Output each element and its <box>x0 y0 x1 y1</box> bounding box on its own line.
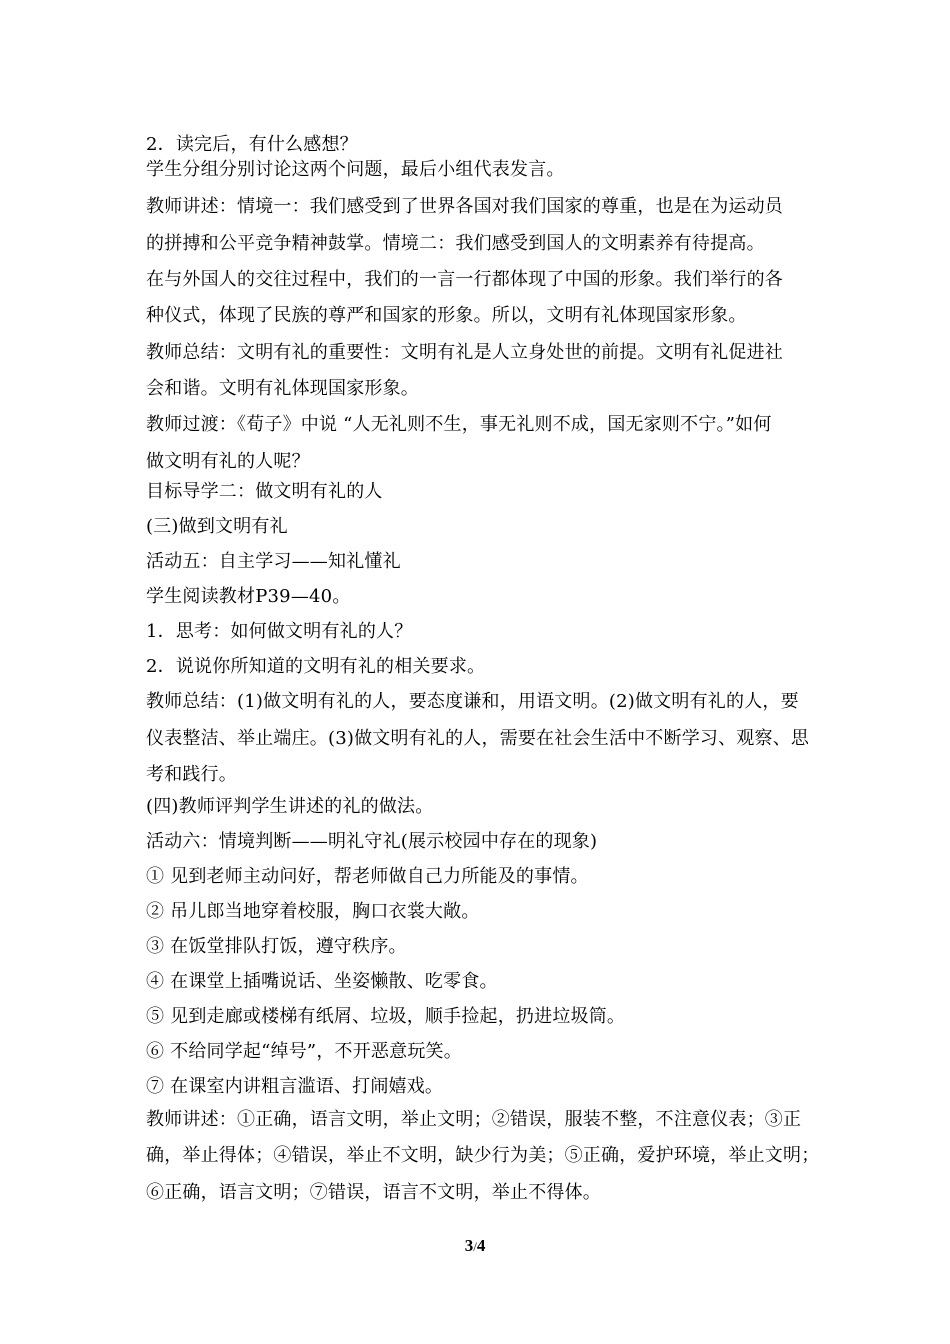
list-item: ⑤ 见到走廊或楼梯有纸屑、垃圾，顺手捡起，扔进垃圾筒。 <box>146 1006 626 1027</box>
text-line: 2．说说你所知道的文明有礼的相关要求。 <box>146 656 486 677</box>
list-item: ⑦ 在课室内讲粗言滥语、打闹嬉戏。 <box>146 1076 444 1097</box>
page-separator: / <box>473 1239 477 1254</box>
list-item: ② 吊儿郎当地穿着校服，胸口衣裳大敞。 <box>146 901 480 922</box>
list-item: ① 见到老师主动问好，帮老师做自己力所能及的事情。 <box>146 866 589 887</box>
text-line: 仪表整洁、举止端庄。(3)做文明有礼的人，需要在社会生活中不断学习、观察、思 <box>146 728 810 749</box>
text-line: (四)教师评判学生讲述的礼的做法。 <box>146 796 434 817</box>
page-current: 3 <box>464 1236 474 1255</box>
text-line: 在与外国人的交往过程中，我们的一言一行都体现了中国的形象。我们举行的各 <box>146 269 783 290</box>
text-line: ⑥正确，语言文明；⑦错误，语言不文明，举止不得体。 <box>146 1182 601 1203</box>
list-item: ③ 在饭堂排队打饭，遵守秩序。 <box>146 936 407 957</box>
list-item: ⑥ 不给同学起“绰号”，不开恶意玩笑。 <box>146 1041 462 1062</box>
text-line: 教师总结：文明有礼的重要性：文明有礼是人立身处世的前提。文明有礼促进社 <box>146 342 783 363</box>
text-line: 活动五：自主学习——知礼懂礼 <box>146 551 401 572</box>
text-line: 学生阅读教材P39—40。 <box>146 586 351 607</box>
text-line: 考和践行。 <box>146 764 237 785</box>
text-line: 学生分组分别讨论这两个问题，最后小组代表发言。 <box>146 159 565 180</box>
text-line: 活动六：情境判断——明礼守礼(展示校园中存在的现象) <box>146 831 598 852</box>
text-line: 教师讲述：情境一：我们感受到了世界各国对我们国家的尊重，也是在为运动员 <box>146 196 783 217</box>
page-number <box>0 1236 950 1256</box>
text-line: 确，举止得体；④错误，举止不文明，缺少行为美；⑤正确，爱护环境，举止文明； <box>146 1145 820 1166</box>
list-item: ④ 在课堂上插嘴说话、坐姿懒散、吃零食。 <box>146 971 498 992</box>
text-line: 做文明有礼的人呢？ <box>146 451 310 472</box>
text-line: 教师总结：(1)做文明有礼的人，要态度谦和，用语文明。(2)做文明有礼的人，要 <box>146 691 799 712</box>
text-line: (三)做到文明有礼 <box>146 516 288 537</box>
page-total: 4 <box>476 1236 486 1255</box>
text-line: 会和谐。文明有礼体现国家形象。 <box>146 378 419 399</box>
section-heading: 目标导学二：做文明有礼的人 <box>146 481 383 502</box>
text-line: 教师过渡：《荀子》中说 “人无礼则不生，事无礼则不成，国无家则不宁。”如何 <box>146 414 772 435</box>
text-line: 1．思考：如何做文明有礼的人？ <box>146 621 413 642</box>
text-line: 2．读完后，有什么感想？ <box>146 134 358 155</box>
text-line: 的拼搏和公平竞争精神鼓掌。情境二：我们感受到国人的文明素养有待提高。 <box>146 233 765 254</box>
text-line: 教师讲述：①正确，语言文明，举止文明；②错误，服装不整，不注意仪表；③正 <box>146 1109 802 1130</box>
text-line: 种仪式，体现了民族的尊严和国家的形象。所以，文明有礼体现国家形象。 <box>146 305 747 326</box>
